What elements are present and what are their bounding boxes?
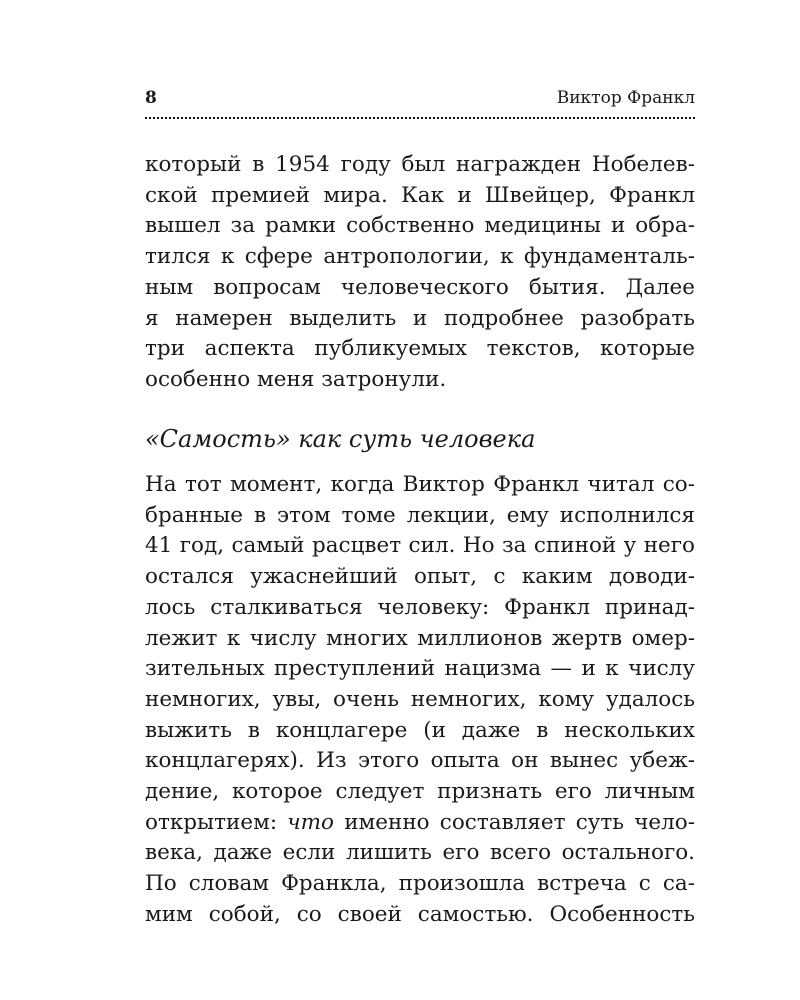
text-line: На тот момент, когда Виктор Франкл читал со- — [145, 472, 695, 497]
text-line: остался ужаснейший опыт, с каким доводи- — [145, 564, 695, 590]
text-line: немногих, увы, очень немногих, кому удалось — [145, 686, 695, 712]
text-line: бранные в этом томе лекции, ему исполнился — [145, 502, 695, 528]
text-line: зительных преступлений нацизма — и к числу — [145, 656, 695, 682]
text-line: я намерен выделить и подробнее разобрать — [145, 305, 695, 331]
text-line: тился к сфере антропологии, к фундаменталь- — [145, 244, 695, 270]
text-line: который в 1954 году был награжден Нобелев- — [145, 152, 695, 177]
text-line: выжить в концлагере (и даже в нескольких — [145, 717, 695, 743]
text-line: мим собой, со своей самостью. Особенность — [145, 901, 695, 927]
paragraph-intro — [145, 150, 695, 396]
running-head — [145, 86, 695, 114]
text-segment: именно составляет суть чело- — [334, 809, 695, 835]
text-line: лось сталкиваться человеку: Франкл принад- — [145, 594, 695, 620]
emphasized-word: что — [287, 809, 334, 835]
text-line: ным вопросам человеческого бытия. Далее — [145, 274, 695, 300]
text-line: особенно меня затронули. — [145, 366, 447, 392]
text-line: лежит к числу многих миллионов жертв омер- — [145, 625, 695, 651]
text-segment: открытием: — [145, 809, 288, 835]
header-author: Виктор Франкл — [556, 88, 695, 108]
paragraph-main — [145, 470, 695, 931]
text-line-with-emphasis — [145, 808, 695, 839]
text-line: ской премией мира. Как и Швейцер, Франкл — [145, 182, 695, 208]
page-number: 8 — [145, 88, 157, 108]
section-heading: «Самость» как суть человека — [145, 425, 536, 453]
text-line: века, даже если лишить его всего остального. — [145, 840, 695, 866]
text-line: концлагерях). Из этого опыта он вынес убеж- — [145, 748, 695, 774]
text-line: вышел за рамки собственно медицины и обра- — [145, 213, 695, 239]
text-line: дение, которое следует признать его личным — [145, 779, 695, 805]
text-line: три аспекта публикуемых текстов, которые — [145, 336, 695, 362]
text-line: 41 год, самый расцвет сил. Но за спиной у него — [145, 533, 695, 559]
dotted-divider — [145, 117, 695, 119]
text-line: По словам Франкла, произошла встреча с са- — [145, 871, 695, 897]
